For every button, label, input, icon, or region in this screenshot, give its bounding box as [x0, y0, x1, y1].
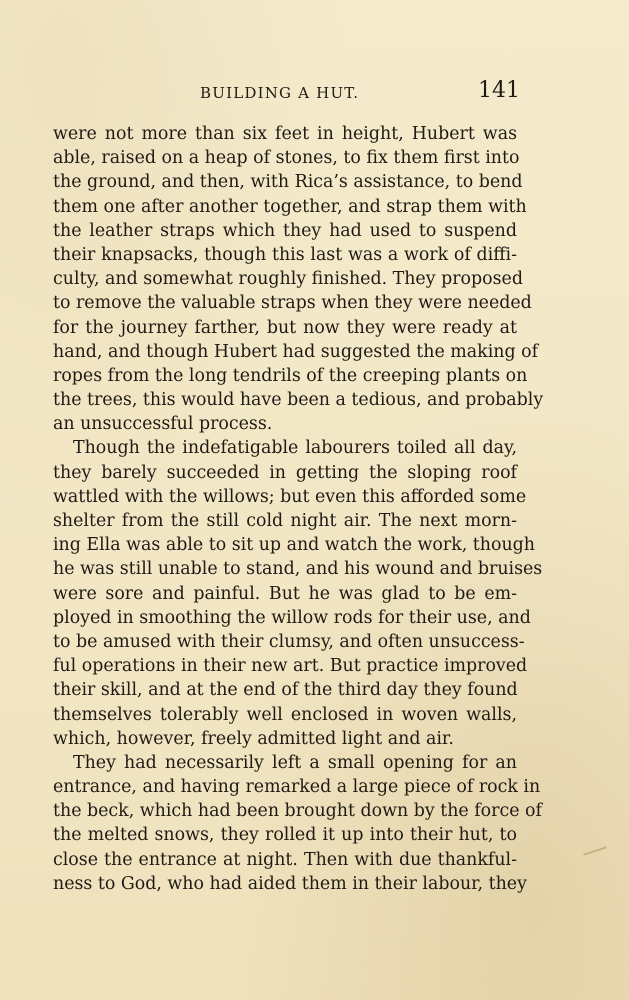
text-line: he was still unable to stand, and his wound and bruises [53, 559, 543, 580]
paragraph-start-line: Though the indefatigable labourers toiled all day, [73, 438, 517, 459]
text-line: close the entrance at night. Then with due thankful- [53, 849, 517, 870]
text-line: ployed in smoothing the willow rods for their use, and [53, 607, 531, 628]
text-line: them one after another together, and strap them with [53, 196, 527, 217]
text-line: the leather straps which they had used to suspend [53, 220, 517, 241]
text-line: for the journey farther, but now they were ready at [53, 317, 517, 338]
text-line: ropes from the long tendrils of the creeping plants on [53, 365, 528, 386]
text-line: their knapsacks, though this last was a work of diffi- [53, 244, 517, 265]
text-line: ful operations in their new art. But practice improved [53, 656, 528, 677]
text-line: the trees, this would have been a tedious, and probably [53, 390, 544, 411]
text-line: culty, and somewhat roughly finished. They proposed [53, 269, 523, 290]
text-line: the ground, and then, with Rica’s assistance, to bend [53, 172, 523, 193]
text-line: wattled with the willows; but even this afforded some [53, 486, 527, 507]
text-line: the beck, which had been brought down by the force of [53, 801, 542, 822]
text-line: were not more than six feet in height, Hubert was [53, 124, 517, 144]
text-line: entrance, and having remarked a large piece of rock in [53, 777, 541, 798]
text-line: they barely succeeded in getting the sloping roof [53, 462, 517, 483]
text-line: themselves tolerably well enclosed in woven walls, [53, 704, 517, 725]
body-text [53, 122, 544, 896]
text-line: shelter from the still cold night air. The next morn- [53, 511, 517, 531]
text-line: their skill, and at the end of the third day they found [53, 680, 518, 701]
text-line: were sore and painful. But he was glad to be em- [53, 583, 517, 604]
page-number: 141 [478, 78, 520, 103]
text-line: able, raised on a heap of stones, to fix them first into [53, 148, 520, 169]
paragraph-end-line: an unsuccessful process. [53, 414, 273, 435]
text-line: to remove the valuable straps when they were needed [53, 293, 532, 314]
running-head: BUILDING A HUT. [200, 84, 360, 102]
text-line: to be amused with their clumsy, and often unsuccess- [53, 631, 525, 652]
paragraph-end-line: which, however, freely admitted light and air. [53, 728, 454, 749]
paragraph-start-line: They had necessarily left a small opening for an [73, 752, 517, 773]
text-line: the melted snows, they rolled it up into their hut, to [53, 825, 517, 846]
text-line: ness to God, who had aided them in their labour, they [53, 873, 527, 894]
text-line: ing Ella was able to sit up and watch the work, though [53, 535, 535, 556]
text-line: hand, and though Hubert had suggested the making of [53, 341, 539, 362]
paper-blemish [583, 846, 606, 855]
